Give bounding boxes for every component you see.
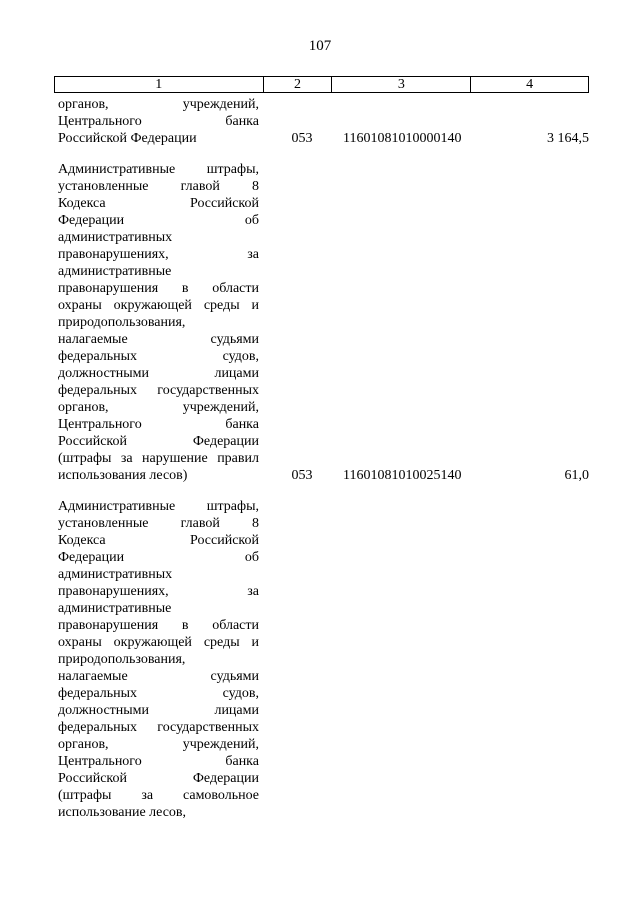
description-line: Административные штрафы,	[58, 499, 259, 514]
description-line: природопользования,	[58, 652, 186, 667]
description-line: установленные главой 8	[58, 179, 259, 194]
table-row	[58, 96, 589, 147]
description-line: административные	[58, 264, 172, 279]
description-line: Федерации об	[58, 213, 259, 228]
header-col-4: 4	[471, 77, 589, 92]
row-values	[58, 467, 589, 484]
description-line: Кодекса Российской	[58, 533, 259, 548]
description-line: Российской Федерации	[58, 131, 197, 146]
description-line: Центрального банка	[58, 114, 259, 129]
description-line: Федерации об	[58, 550, 259, 565]
amount: 3 164,5	[547, 131, 589, 146]
description-line: использования лесов)	[58, 468, 188, 483]
description-line: охраны окружающей среды и	[58, 298, 259, 313]
description-line: налагаемые судьями	[58, 332, 259, 347]
description-line: правонарушениях, за	[58, 247, 259, 262]
description-line: Центрального банка	[58, 417, 259, 432]
description-line: Российской Федерации	[58, 771, 259, 786]
description-line: охраны окружающей среды и	[58, 635, 259, 650]
description-line: (штрафы за самовольное	[58, 788, 259, 803]
description-line: федеральных государственных	[58, 720, 259, 735]
description-line: органов, учреждений,	[58, 737, 259, 752]
description-line: правонарушениях, за	[58, 584, 259, 599]
table-row	[58, 161, 589, 484]
header-col-2: 2	[264, 77, 333, 92]
header-col-3: 3	[332, 77, 471, 92]
description-line: Административные штрафы,	[58, 162, 259, 177]
description-line: органов, учреждений,	[58, 97, 259, 112]
description-line: (штрафы за нарушение правил	[58, 451, 259, 466]
description-line: административные	[58, 601, 172, 616]
description-line: органов, учреждений,	[58, 400, 259, 415]
row-values	[58, 130, 589, 147]
row-description	[58, 498, 259, 821]
admin-code: 053	[291, 468, 313, 483]
description-line: Центрального банка	[58, 754, 259, 769]
description-line: административных	[58, 567, 173, 582]
row-description	[58, 161, 259, 484]
description-line: установленные главой 8	[58, 516, 259, 531]
description-line: должностными лицами	[58, 703, 259, 718]
kbk-code: 11601081010025140	[343, 468, 462, 483]
table-body	[58, 96, 589, 835]
page-number: 107	[308, 38, 332, 54]
description-line: административных	[58, 230, 173, 245]
description-line: налагаемые судьями	[58, 669, 259, 684]
row-values	[58, 804, 589, 821]
header-col-1: 1	[55, 77, 264, 92]
kbk-code: 11601081010000140	[343, 131, 462, 146]
amount: 61,0	[564, 468, 589, 483]
description-line: федеральных судов,	[58, 349, 259, 364]
description-line: федеральных государственных	[58, 383, 259, 398]
description-line: использование лесов,	[58, 805, 187, 820]
description-line: правонарушения в области	[58, 281, 259, 296]
description-line: правонарушения в области	[58, 618, 259, 633]
table-row	[58, 498, 589, 821]
description-line: должностными лицами	[58, 366, 259, 381]
description-line: федеральных судов,	[58, 686, 259, 701]
admin-code: 053	[291, 131, 313, 146]
table-header-row	[54, 76, 589, 93]
description-line: Российской Федерации	[58, 434, 259, 449]
description-line: природопользования,	[58, 315, 186, 330]
description-line: Кодекса Российской	[58, 196, 259, 211]
